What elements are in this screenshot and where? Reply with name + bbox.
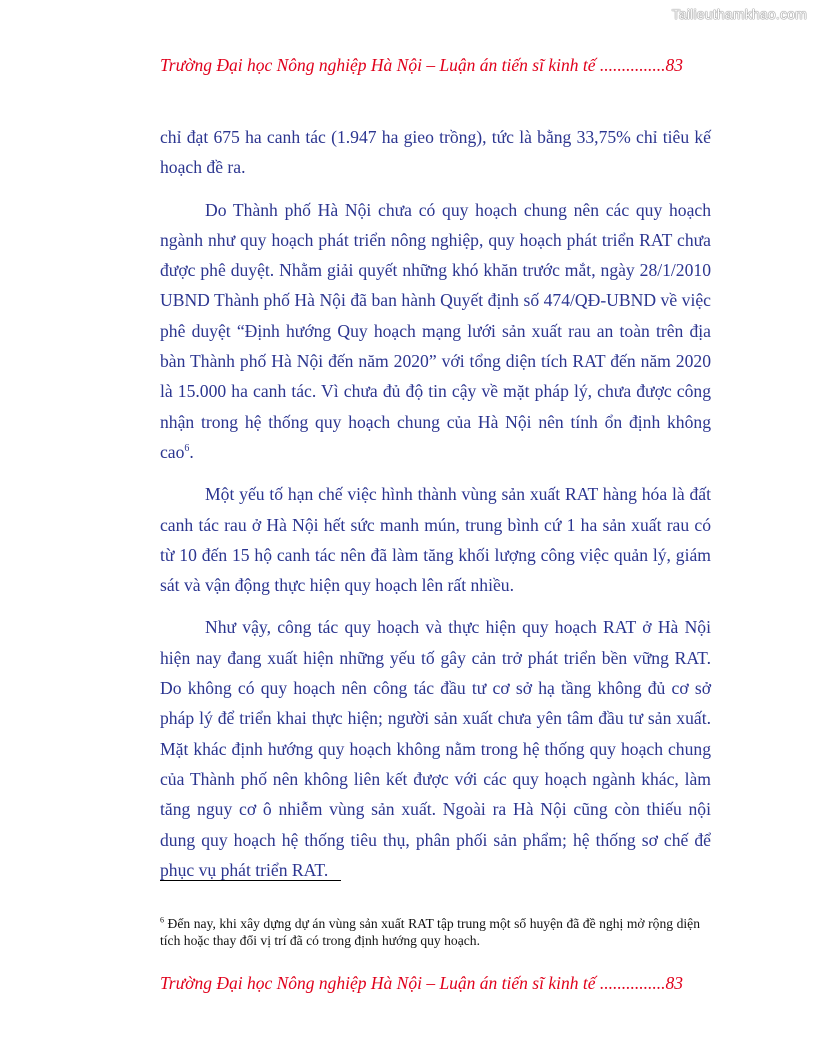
paragraph: Như vậy, công tác quy hoạch và thực hiện quy hoạch RAT ở Hà Nội hiện nay đang xuất hiện những yếu tố gây cản trở phát triển bền vững RAT. Do không có quy hoạch nên công tác đầu tư cơ sở hạ tầng không đủ cơ sở pháp lý để triển khai thực hiện; người sản xuất chưa yên tâm đầu tư sản xuất. Mặt khác định hướng quy hoạch không nằm trong hệ thống quy hoạch chung của Thành phố nên không liên kết được với các quy hoạch ngành khác, làm tăng nguy cơ ô nhiễm vùng sản xuất. Ngoài ra Hà Nội cũng còn thiếu nội dung quy hoạch hệ thống tiêu thụ, phân phối sản phẩm; hệ thống sơ chế để phục vụ phát triển RAT. <box>160 617 711 880</box>
footnote-text: Đến nay, khi xây dựng dự án vùng sản xuất RAT tập trung một số huyện đã đề nghị mở rộng diện tích hoặc thay đổi vị trí đã có trong định hướng quy hoạch. <box>160 916 700 948</box>
paragraph-continuation: chỉ đạt 675 ha canh tác (1.947 ha gieo trồng), tức là bằng 33,75% chỉ tiêu kế hoạch đề ra. <box>160 127 711 178</box>
paragraph: Một yếu tố hạn chế việc hình thành vùng sản xuất RAT hàng hóa là đất canh tác rau ở Hà Nội hết sức manh mún, trung bình cứ 1 ha sản xuất rau có từ 10 đến 15 hộ canh tác nên đã làm tăng khối lượng công việc quản lý, giám sát và vận động thực hiện quy hoạch lên rất nhiều. <box>160 484 711 596</box>
paragraph-tail: . <box>189 441 194 462</box>
paragraph-text: Do Thành phố Hà Nội chưa có quy hoạch chung nên các quy hoạch ngành như quy hoạch phát triển nông nghiệp, quy hoạch phát triển RAT chưa được phê duyệt. Nhằm giải quyết những khó khăn trước mắt, ngày 28/1/2010 UBND Thành phố Hà Nội đã ban hành Quyết định số 474/QĐ-UBND về việc phê duyệt “Định hướng Quy hoạch mạng lưới sản xuất rau an toàn trên địa bàn Thành phố Hà Nội đến năm 2020” với tổng diện tích RAT đến năm 2020 là 15.000 ha canh tác. Vì chưa đủ độ tin cậy về mặt pháp lý, chưa được công nhận trong hệ thống quy hoạch chung của Hà Nội nên tính ổn định không cao <box>160 199 711 462</box>
site-watermark: Tailieuthamkhao.com <box>671 6 807 22</box>
paragraph <box>160 195 711 468</box>
main-body <box>160 122 711 897</box>
footnote <box>160 915 700 949</box>
footnote-reference[interactable]: 6 <box>184 443 190 455</box>
footnote-number: 6 <box>160 915 164 925</box>
footnote-separator <box>160 880 341 881</box>
running-footer: Trường Đại học Nông nghiệp Hà Nội – Luận án tiến sĩ kinh tế ...............83 <box>160 973 683 993</box>
running-header: Trường Đại học Nông nghiệp Hà Nội – Luận án tiến sĩ kinh tế ...............83 <box>160 55 683 75</box>
